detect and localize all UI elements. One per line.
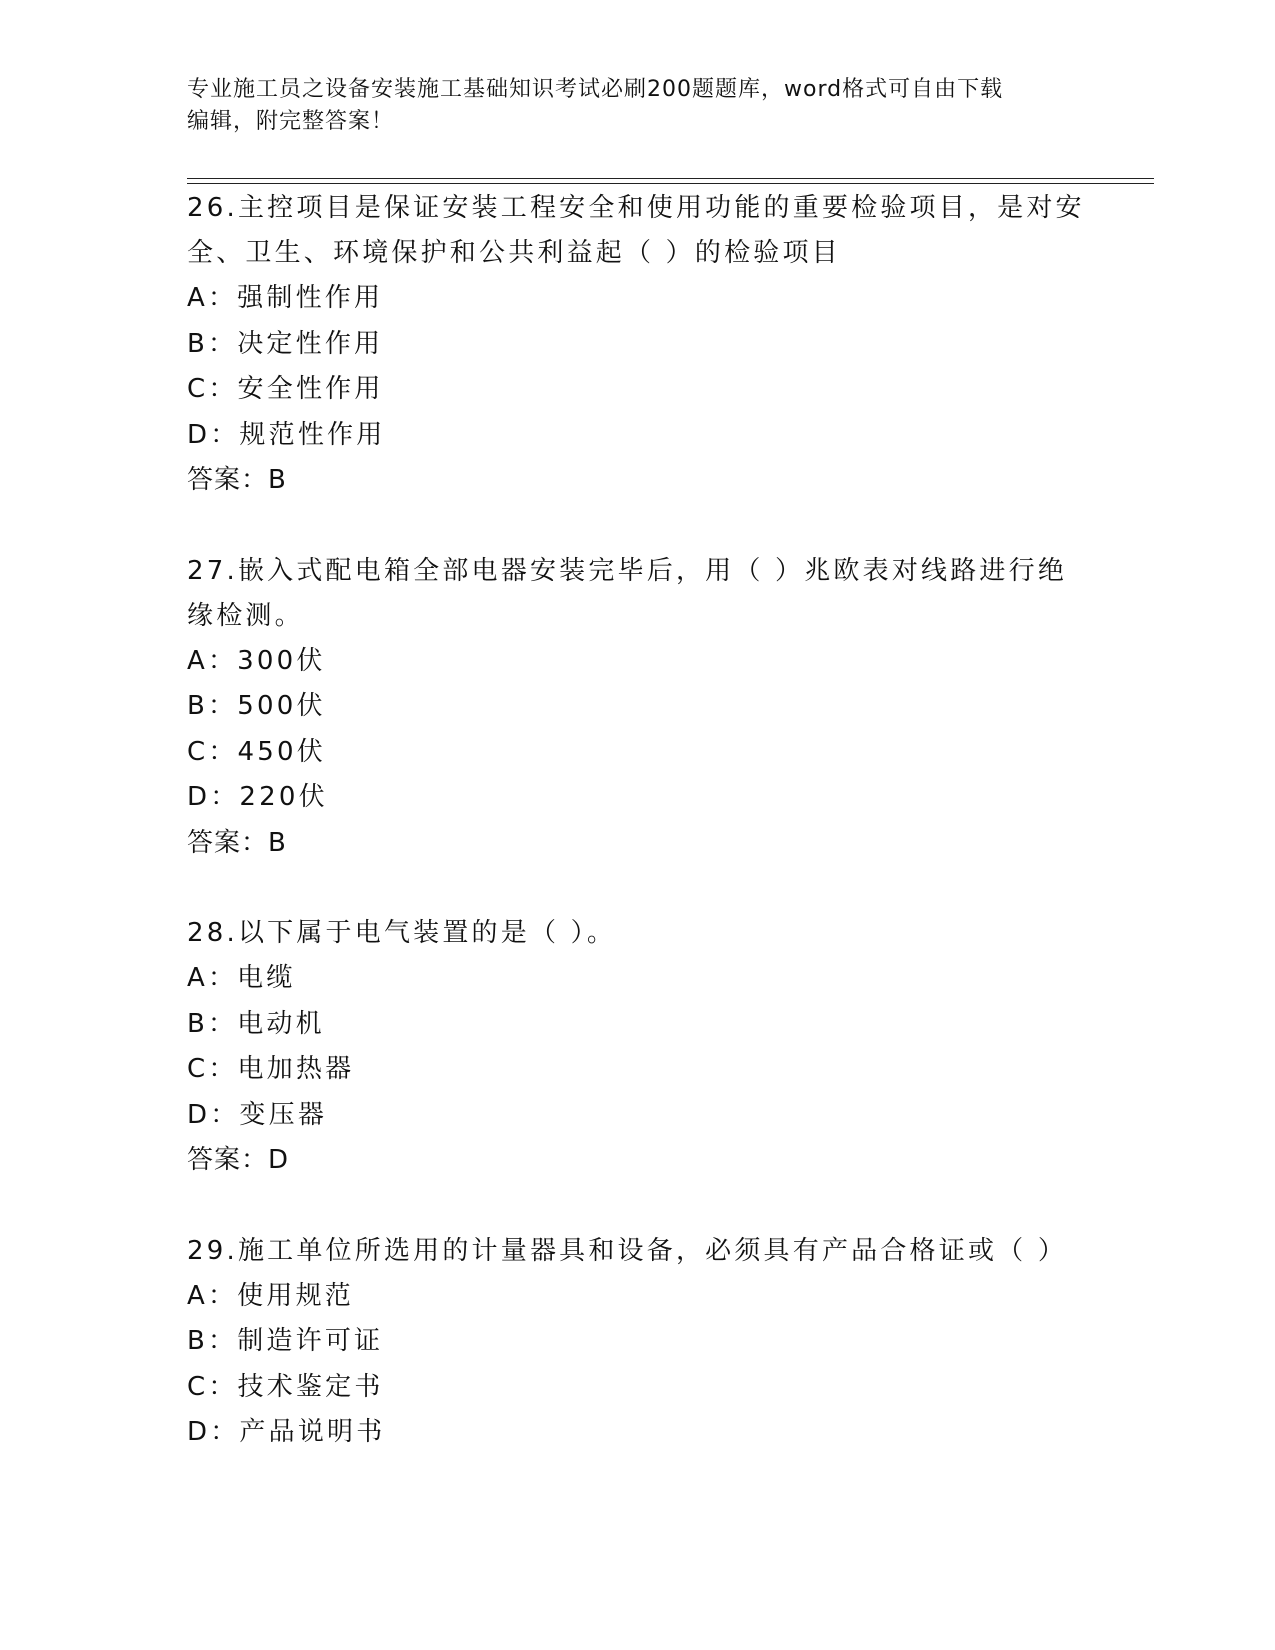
option-a: A：电缆 xyxy=(187,963,296,993)
option-b: B：500伏 xyxy=(187,691,326,721)
option-a: A：使用规范 xyxy=(187,1280,354,1311)
question-27 xyxy=(187,549,1087,867)
option-d: D：变压器 xyxy=(187,1099,328,1130)
spacer xyxy=(187,504,1087,549)
header-divider-top xyxy=(187,178,1154,179)
question-stem: 28.以下属于电气装置的是（ ）。 xyxy=(187,918,617,948)
option-d: D：规范性作用 xyxy=(187,419,386,450)
option-c: C：450伏 xyxy=(187,736,326,767)
option-a: A：300伏 xyxy=(187,645,326,676)
question-stem-continued: 缘检测。 xyxy=(187,600,304,631)
option-c: C：技术鉴定书 xyxy=(187,1371,384,1402)
document-header xyxy=(187,74,1067,138)
option-b: B：决定性作用 xyxy=(187,328,384,359)
spacer xyxy=(187,866,1087,911)
option-c: C：安全性作用 xyxy=(187,374,384,404)
option-b: B：电动机 xyxy=(187,1008,325,1039)
option-b: B：制造许可证 xyxy=(187,1326,384,1356)
header-line-1: 专业施工员之设备安装施工基础知识考试必刷200题题库，word格式可自由下载 xyxy=(187,77,1004,102)
question-29 xyxy=(187,1229,1087,1456)
header-line-2: 编辑，附完整答案！ xyxy=(187,109,395,134)
answer: 答案：B xyxy=(187,465,287,495)
question-stem: 27.嵌入式配电箱全部电器安装完毕后，用（ ）兆欧表对线路进行绝 xyxy=(187,555,1068,586)
answer: 答案：B xyxy=(187,827,287,858)
option-c: C：电加热器 xyxy=(187,1054,355,1084)
question-stem: 29.施工单位所选用的计量器具和设备，必须具有产品合格证或（ ） xyxy=(187,1235,1068,1266)
option-d: D：产品说明书 xyxy=(187,1417,386,1447)
spacer xyxy=(187,1184,1087,1229)
header-divider-bottom xyxy=(187,183,1154,184)
answer: 答案：D xyxy=(187,1145,290,1175)
question-stem: 26.主控项目是保证安装工程安全和使用功能的重要检验项目，是对安 xyxy=(187,193,1085,223)
question-26 xyxy=(187,186,1087,504)
question-list xyxy=(187,186,1087,1456)
question-28 xyxy=(187,911,1087,1184)
question-stem-continued: 全、卫生、环境保护和公共利益起（ ）的检验项目 xyxy=(187,238,841,268)
option-d: D：220伏 xyxy=(187,782,328,812)
option-a: A：强制性作用 xyxy=(187,283,384,313)
